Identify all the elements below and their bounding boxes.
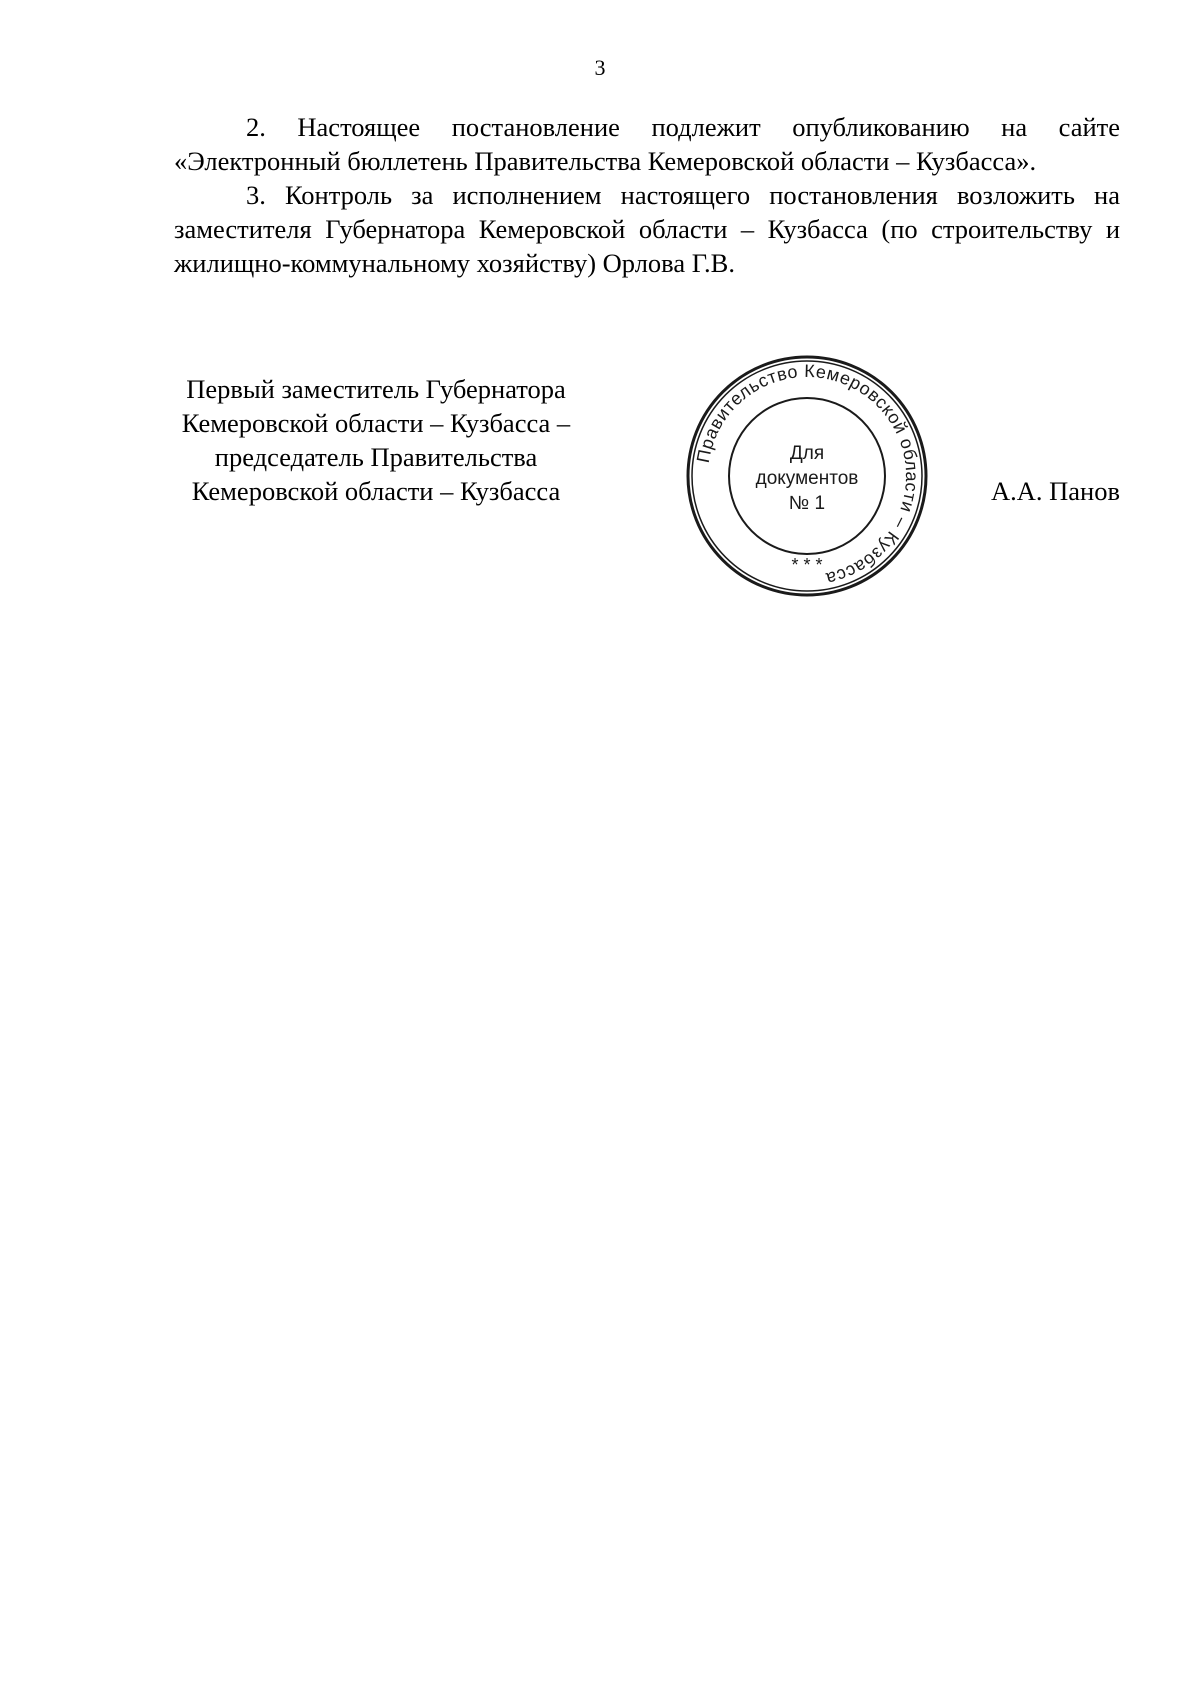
signatory-position-line: Кемеровской области – Кузбасса: [191, 476, 561, 506]
seal-stars: * * *: [791, 555, 823, 575]
signatory-name: А.А. Панов: [991, 476, 1120, 506]
official-seal: [683, 352, 931, 600]
seal-center-line: документов: [755, 468, 859, 489]
signatory-position-line: председатель Правительства: [214, 442, 538, 472]
paragraph-control: 3. Контроль за исполнением настоящего постановления возложить на заместителя Губернатора Кемеровской области – Кузбасса (по строительству и жилищно-коммунальному хозяйству) Орлова Г.В.: [174, 180, 1120, 278]
signatory-position-line: Первый заместитель Губернатора: [186, 374, 566, 404]
seal-center-line: Для: [789, 443, 825, 464]
signatory-position: [150, 372, 602, 508]
page-number: 3: [594, 55, 606, 80]
seal-center-line: № 1: [788, 493, 826, 514]
seal-ring-text-path: Правительство Кемеровской области – Кузбасса: [692, 360, 923, 590]
document-body: [174, 110, 1120, 280]
paragraph-publication: 2. Настоящее постановление подлежит опубликованию на сайте «Электронный бюллетень Правительства Кемеровской области – Кузбасса».: [174, 112, 1120, 176]
signatory-position-line: Кемеровской области – Кузбасса –: [181, 408, 571, 438]
seal-icon: [683, 352, 931, 600]
